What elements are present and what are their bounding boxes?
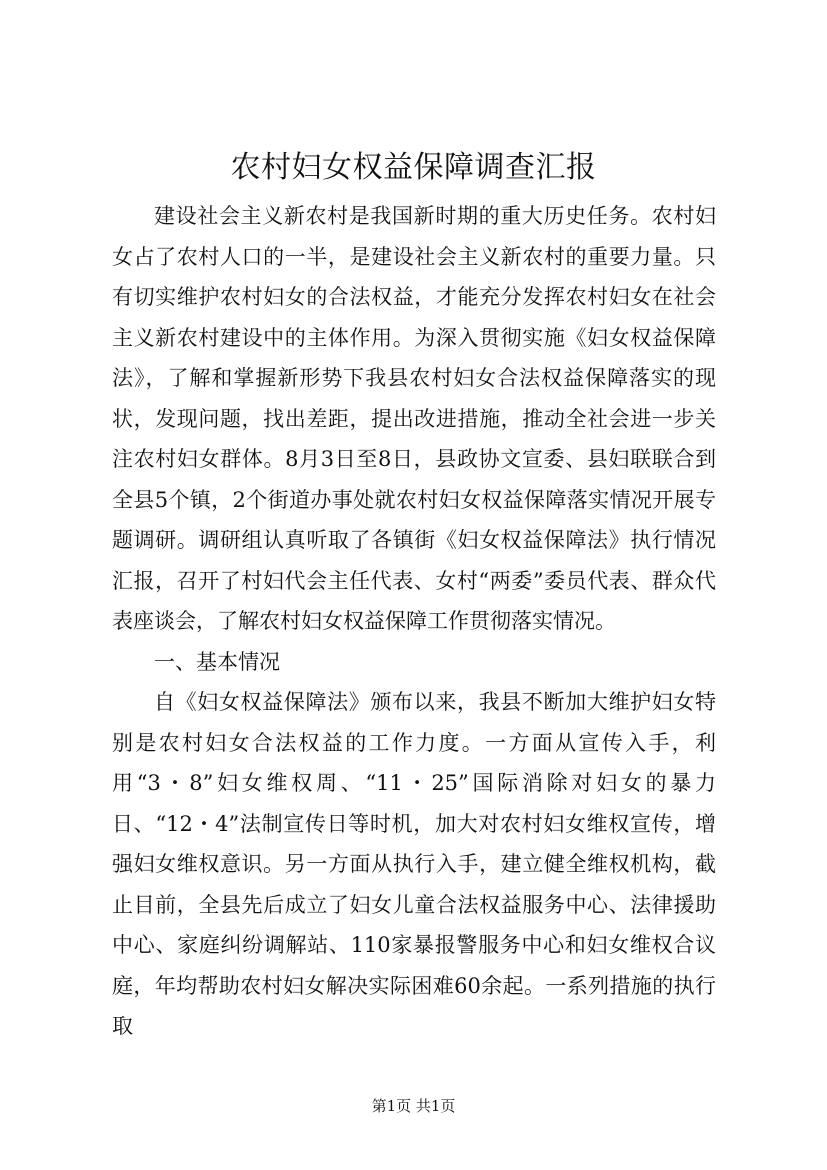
document-body <box>112 196 716 1047</box>
paragraph-intro: 建设社会主义新农村是我国新时期的重大历史任务。农村妇女占了农村人口的一半，是建设社会主义新农村的重要力量。只有切实维护农村妇女的合法权益，才能充分发挥农村妇女在社会主义新农村建设中的主体作用。为深入贯彻实施《妇女权益保障法》，了解和掌握新形势下我县农村妇女合法权益保障落实的现状，发现问题，找出差距，提出改进措施，推动全社会进一步关注农村妇女群体。8月3日至8日，县政协文宣委、县妇联联合到全县5个镇，2个街道办事处就农村妇女权益保障落实情况开展专题调研。调研组认真听取了各镇街《妇女权益保障法》执行情况汇报，召开了村妇代会主任代表、女村“两委”委员代表、群众代表座谈会，了解农村妇女权益保障工作贯彻落实情况。 <box>112 204 716 633</box>
page-number-footer: 第1页 共1页 <box>371 1097 456 1115</box>
document-title: 农村妇女权益保障调查汇报 <box>230 150 597 185</box>
section-heading-basic-situation: 一、基本情况 <box>154 649 280 674</box>
paragraph-basic-situation: 自《妇女权益保障法》颁布以来，我县不断加大维护妇女特别是农村妇女合法权益的工作力度。一方面从宣传入手，利用“3・8”妇女维权周、“11・25”国际消除对妇女的暴力日、“12・4”法制宣传日等时机，加大对农村妇女维权宣传，增强妇女维权意识。另一方面从执行入手，建立健全维权机构，截止目前，全县先后成立了妇女儿童合法权益服务中心、法律援助中心、家庭纠纷调解站、110家暴报警服务中心和妇女维权合议庭，年均帮助农村妇女解决实际困难60余起。一系列措施的执行取 <box>112 690 716 1038</box>
